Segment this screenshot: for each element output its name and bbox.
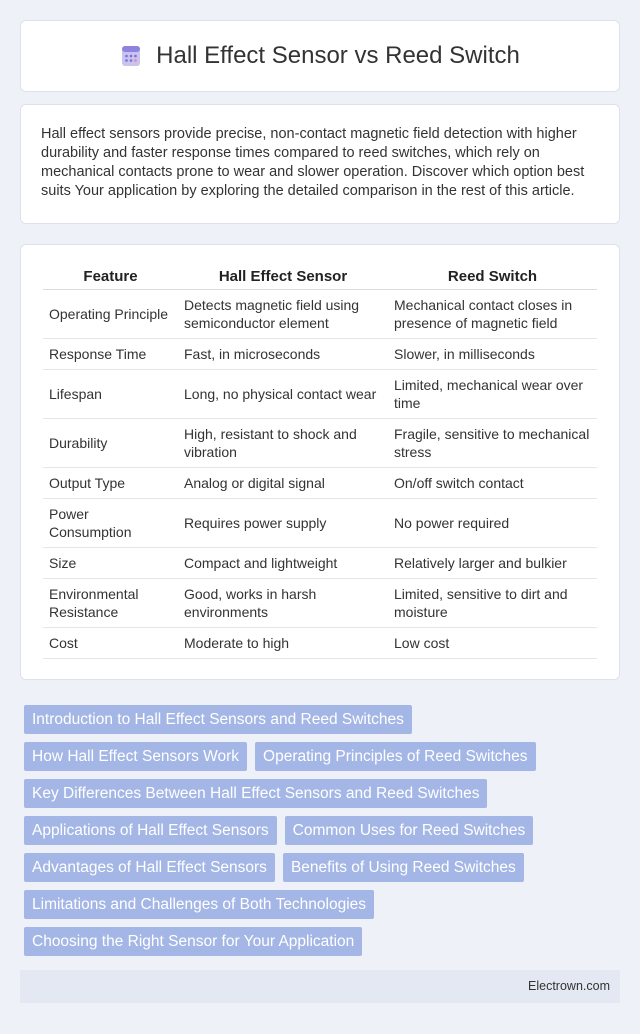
table-row	[43, 468, 597, 499]
table-cell: High, resistant to shock and vibration	[178, 419, 388, 468]
table-row	[43, 499, 597, 548]
topic-link[interactable]: How Hall Effect Sensors Work	[24, 742, 247, 771]
table-cell: Output Type	[43, 468, 178, 499]
table-cell: Fast, in microseconds	[178, 339, 388, 370]
footer	[20, 970, 620, 1003]
topic-row	[24, 779, 604, 808]
table-row	[43, 419, 597, 468]
table-cell: Durability	[43, 419, 178, 468]
topic-link[interactable]: Limitations and Challenges of Both Technologies	[24, 890, 374, 919]
table-cell: Good, works in harsh environments	[178, 579, 388, 628]
table-cell: Cost	[43, 628, 178, 659]
topic-row	[24, 816, 604, 845]
topic-row	[24, 853, 604, 882]
table-cell: Response Time	[43, 339, 178, 370]
table-row	[43, 290, 597, 339]
topic-row	[24, 927, 604, 956]
topic-link[interactable]: Benefits of Using Reed Switches	[283, 853, 524, 882]
table-cell: Mechanical contact closes in presence of magnetic field	[388, 290, 597, 339]
table-cell: Environmental Resistance	[43, 579, 178, 628]
topic-row	[24, 705, 604, 734]
table-cell: Low cost	[388, 628, 597, 659]
footer-source: Electrown.com	[528, 979, 610, 993]
table-row	[43, 370, 597, 419]
table-cell: Slower, in milliseconds	[388, 339, 597, 370]
topic-links	[24, 705, 604, 964]
table-cell: Fragile, sensitive to mechanical stress	[388, 419, 597, 468]
table-header-row	[43, 265, 597, 290]
title-card	[20, 20, 620, 92]
comparison-table	[43, 265, 597, 659]
topic-link[interactable]: Introduction to Hall Effect Sensors and Reed Switches	[24, 705, 412, 734]
column-header: Reed Switch	[388, 265, 597, 290]
column-header: Hall Effect Sensor	[178, 265, 388, 290]
table-cell: Limited, sensitive to dirt and moisture	[388, 579, 597, 628]
table-cell: Long, no physical contact wear	[178, 370, 388, 419]
table-row	[43, 579, 597, 628]
table-row	[43, 628, 597, 659]
table-cell: Detects magnetic field using semiconductor element	[178, 290, 388, 339]
table-cell: On/off switch contact	[388, 468, 597, 499]
topic-link[interactable]: Key Differences Between Hall Effect Sensors and Reed Switches	[24, 779, 487, 808]
table-cell: Limited, mechanical wear over time	[388, 370, 597, 419]
topic-link[interactable]: Advantages of Hall Effect Sensors	[24, 853, 275, 882]
intro-card	[20, 104, 620, 224]
table-cell: Operating Principle	[43, 290, 178, 339]
table-cell: No power required	[388, 499, 597, 548]
topic-row	[24, 742, 604, 771]
table-cell: Relatively larger and bulkier	[388, 548, 597, 579]
topic-link[interactable]: Common Uses for Reed Switches	[285, 816, 534, 845]
table-row	[43, 339, 597, 370]
table-cell: Analog or digital signal	[178, 468, 388, 499]
table-cell: Compact and lightweight	[178, 548, 388, 579]
page-title: Hall Effect Sensor vs Reed Switch	[156, 42, 520, 69]
comparison-table-card	[20, 244, 620, 680]
table-cell: Lifespan	[43, 370, 178, 419]
intro-text: Hall effect sensors provide precise, non-contact magnetic field detection with higher durability and faster response times compared to reed switches, which rely on mechanical contacts prone to wear and slower operation. Discover which option best suits Your application by exploring the detailed comparison in the rest of this article.	[41, 126, 585, 199]
topic-link[interactable]: Applications of Hall Effect Sensors	[24, 816, 277, 845]
table-cell: Moderate to high	[178, 628, 388, 659]
column-header: Feature	[43, 265, 178, 290]
table-row	[43, 548, 597, 579]
table-cell: Power Consumption	[43, 499, 178, 548]
topic-link[interactable]: Choosing the Right Sensor for Your Application	[24, 927, 362, 956]
topic-row	[24, 890, 604, 919]
table-cell: Size	[43, 548, 178, 579]
calculator-icon	[120, 45, 142, 67]
topic-link[interactable]: Operating Principles of Reed Switches	[255, 742, 536, 771]
table-cell: Requires power supply	[178, 499, 388, 548]
